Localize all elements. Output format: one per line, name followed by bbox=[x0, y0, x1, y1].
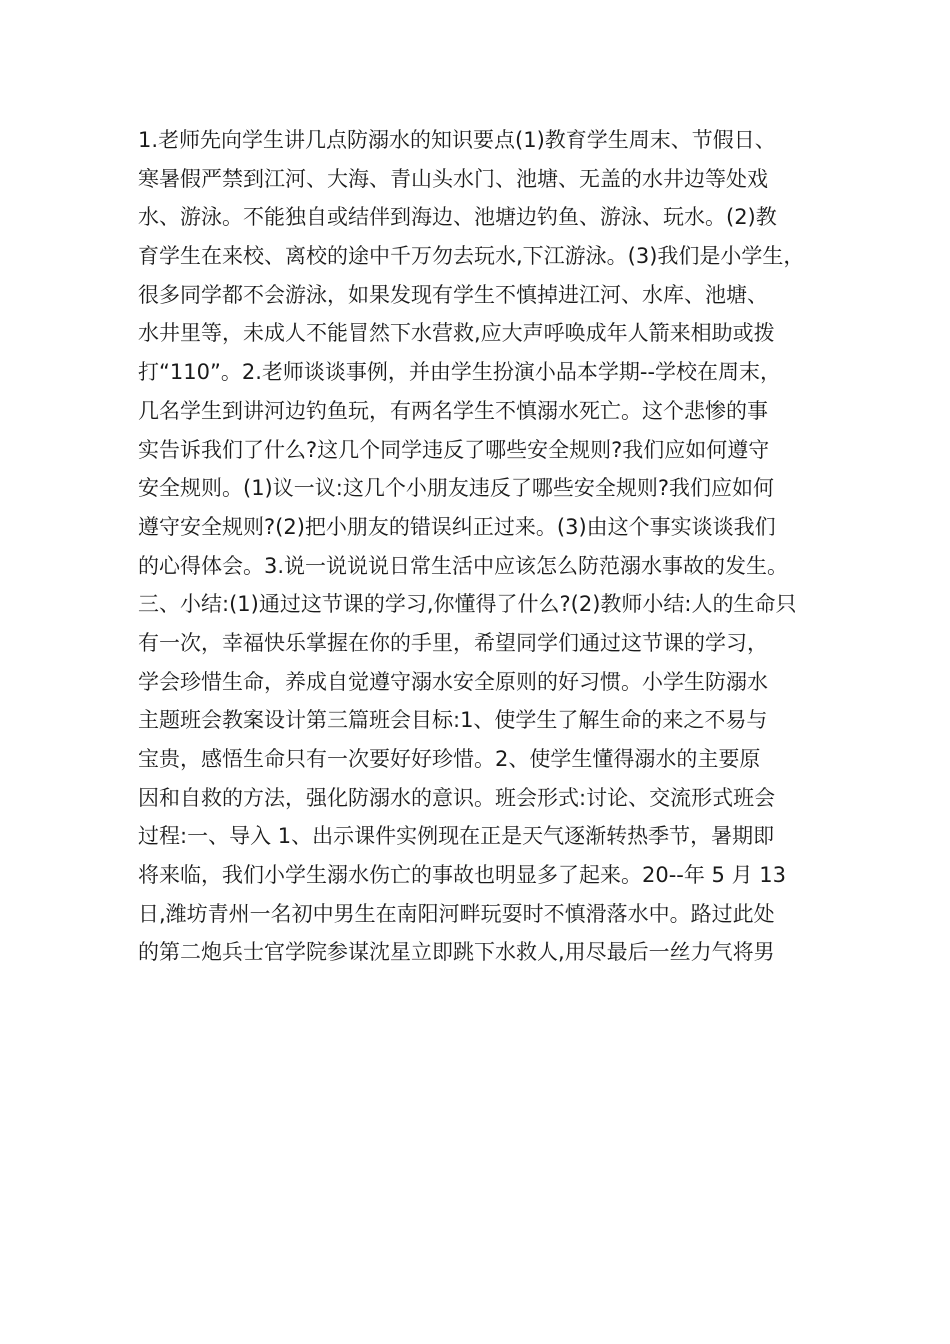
text-line: 学会珍惜生命，养成自觉遵守溺水安全原则的好习惯。小学生防溺水 bbox=[138, 669, 768, 694]
text-line: 三、小结:(1)通过这节课的学习,你懂得了什么?(2)教师小结:人的生命只 bbox=[138, 592, 797, 617]
text-line: 日,潍坊青州一名初中男生在南阳河畔玩耍时不慎滑落水中。路过此处 bbox=[138, 901, 775, 926]
text-line: 遵守安全规则?(2)把小朋友的错误纠正过来。(3)由这个事实谈谈我们 bbox=[138, 514, 776, 539]
text-line: 打“110”。2.老师谈谈事例，并由学生扮演小品本学期--学校在周末， bbox=[138, 360, 782, 385]
text-line: 主题班会教案设计第三篇班会目标:1、使学生了解生命的来之不易与 bbox=[138, 708, 768, 733]
text-line: 育学生在来校、离校的途中千万勿去玩水,下江游泳。(3)我们是小学生， bbox=[138, 244, 805, 269]
text-line: 过程:一、导入 1、出示课件实例现在正是天气逐渐转热季节，暑期即 bbox=[138, 824, 775, 849]
text-line: 有一次，幸福快乐掌握在你的手里，希望同学们通过这节课的学习， bbox=[138, 630, 768, 655]
text-line: 的心得体会。3.说一说说说日常生活中应该怎么防范溺水事故的发生。 bbox=[138, 553, 789, 578]
text-line: 的第二炮兵士官学院参谋沈星立即跳下水救人,用尽最后一丝力气将男 bbox=[138, 940, 775, 965]
text-line: 将来临，我们小学生溺水伤亡的事故也明显多了起来。20--年 5 月 13 bbox=[138, 863, 786, 888]
text-line: 安全规则。(1)议一议:这几个小朋友违反了哪些安全规则?我们应如何 bbox=[138, 476, 774, 501]
text-line: 很多同学都不会游泳，如果发现有学生不慎掉进江河、水库、池塘、 bbox=[138, 282, 768, 307]
text-line: 因和自救的方法，强化防溺水的意识。班会形式:讨论、交流形式班会 bbox=[138, 785, 776, 810]
text-line: 1.老师先向学生讲几点防溺水的知识要点(1)教育学生周末、节假日、 bbox=[138, 128, 776, 152]
text-line: 宝贵，感悟生命只有一次要好好珍惜。2、使学生懂得溺水的主要原 bbox=[138, 747, 761, 771]
text-line: 几名学生到讲河边钓鱼玩，有两名学生不慎溺水死亡。这个悲惨的事 bbox=[138, 398, 768, 423]
body-text bbox=[138, 121, 838, 972]
text-line: 水、游泳。不能独自或结伴到海边、池塘边钓鱼、游泳、玩水。(2)教 bbox=[138, 205, 777, 230]
text-line: 寒暑假严禁到江河、大海、青山头水门、池塘、无盖的水井边等处戏 bbox=[138, 166, 768, 191]
text-line: 水井里等，未成人不能冒然下水营救,应大声呼唤成年人箭来相助或拨 bbox=[138, 321, 775, 346]
text-line: 实告诉我们了什么?这几个同学违反了哪些安全规则?我们应如何遵守 bbox=[138, 437, 770, 462]
